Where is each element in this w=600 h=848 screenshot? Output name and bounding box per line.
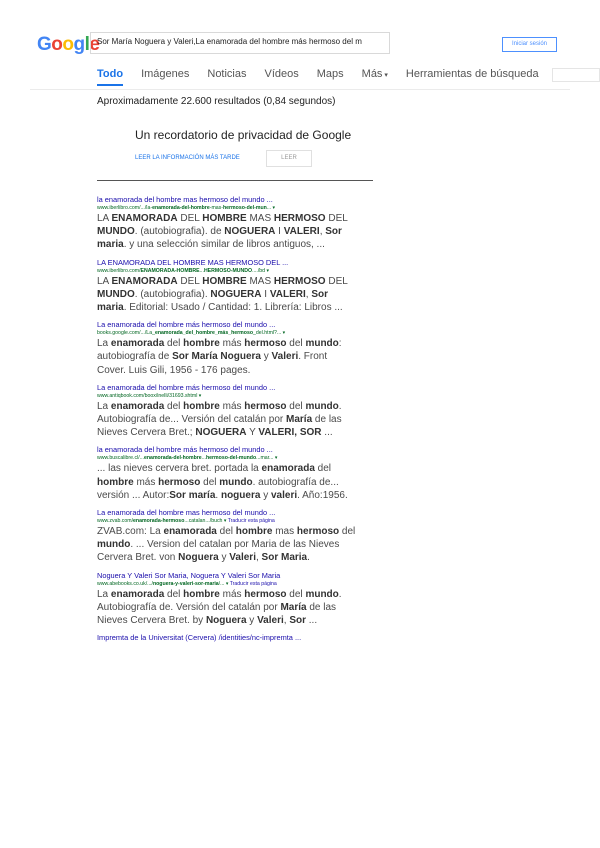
logo-letter: G [37,34,52,55]
result-title-link[interactable]: la enamorada del hombre más hermoso del mundo ... [97,445,273,455]
tab-label: Noticias [207,68,247,80]
search-result [97,445,357,502]
tab-label: Imágenes [141,68,190,80]
dropdown-arrow-icon[interactable]: ▾ [197,392,202,399]
logo-letter: l [84,34,90,55]
dropdown-arrow-icon[interactable]: ▾ [222,518,227,525]
search-result [97,195,357,252]
result-title-link[interactable]: Noguera Y Valeri Sor Maria, Noguera Y Valeri Sor Maria [97,570,281,580]
dropdown-arrow-icon[interactable]: ▾ [224,580,229,587]
result-snippet: La enamorada del hombre más hermoso del mundo. Autobiografía de... Versión del catalán por María de las Nieves Cervera Bret.; NOGUERA Y VALERI, SOR ... [97,400,342,439]
logo-letter: o [62,34,74,55]
results-list [97,195,357,648]
tab-imágenes[interactable] [141,68,189,88]
result-snippet: LA ENAMORADA DEL HOMBRE MAS HERMOSO DEL MUNDO. (autobiografia). de NOGUERA I VALERI, Sor maria. y una selección similar de libros antiguos, ... [97,213,348,251]
result-title-link[interactable]: La enamorada del hombre mas hermoso del mundo ... [97,508,276,518]
result-snippet: La enamorada del hombre más hermoso del mundo. Autobiografía de. Versión del catalán por María de las Nieves Cervera Bret. by Noguera y Valeri, Sor ... [97,588,342,627]
result-title-link[interactable]: La enamorada del hombre más hermoso del mundo ... [97,382,276,392]
tab-label: Maps [316,68,344,80]
privacy-title: Un recordatorio de privacidad de Google [135,128,352,142]
tab-label: Todo [97,68,124,80]
privacy-divider [97,180,373,181]
tab-más[interactable] [362,68,388,88]
settings-box[interactable] [552,68,600,82]
result-url: www.zvab.com/enamorada-hermoso...catalan.../buch ▾ Traducir esta página [97,518,275,525]
result-url: books.google.com/.../La_enamorada_del_hombre_más_hermoso_del.html?... ▾ [97,330,286,337]
chevron-down-icon: ▾ [382,72,388,79]
tab-herramientas-de-búsqueda[interactable] [406,68,539,88]
translate-link[interactable]: Traducir esta página [228,580,277,587]
result-url: www.abebooks.co.uk/.../noguera-y-valeri-sor-maria/... ▾ Traducir esta página [97,580,277,587]
result-title-link[interactable]: LA ENAMORADA DEL HOMBRE MAS HERMOSO DEL ... [97,257,289,267]
tab-vídeos[interactable] [265,68,299,88]
dropdown-arrow-icon[interactable]: ▾ [281,330,286,337]
tab-todo[interactable] [97,68,123,88]
logo-letter: o [51,34,63,55]
dropdown-arrow-icon[interactable]: ▾ [271,205,276,211]
privacy-reminder [97,118,373,182]
result-snippet: ZVAB.com: La enamorada del hombre mas hermoso del mundo. ... Version del catalan por Maria de las Nieves Cervera Bret. von Noguera y Valeri, Sor Maria. [97,526,356,564]
tab-noticias[interactable] [207,68,246,88]
read-later-link[interactable]: LEER LA INFORMACIÓN MÁS TARDE [135,155,240,161]
dropdown-arrow-icon[interactable]: ▾ [273,455,278,462]
dropdown-arrow-icon[interactable]: ▾ [265,267,269,274]
result-snippet: La enamorada del hombre más hermoso del mundo: autobiografía de Sor María Noguera y Valeri. Front Cover. Luis Gili, 1956 - 176 pages. [97,338,342,376]
result-url: www.iberlibro.com/ENAMORADA-HOMBRE...HERMOSO-MUNDO..../bd ▾ [97,267,269,274]
logo-letter: g [73,34,85,55]
nav-divider [30,89,570,90]
tab-label: Vídeos [264,68,299,80]
search-result [97,571,357,628]
tab-label: Herramientas de búsqueda [405,68,539,80]
logo-letter: e [89,34,100,55]
result-snippet: LA ENAMORADA DEL HOMBRE MAS HERMOSO DEL MUNDO. (autobiografia). NOGUERA I VALERI, Sor maria. Editorial: Usado / Cantidad: 1. Librería: Libros ... [97,275,348,314]
result-stats: Aproximadamente 22.600 resultados (0,84 segundos) [97,96,336,107]
search-result [97,383,357,440]
result-snippet: ... las nieves cervera bret. portada la enamorada del hombre más hermoso del mundo. autobiografía de... versión ... Autor:Sor maría. noguera y valeri. Año:1956. [97,463,348,501]
search-input[interactable]: Sor María Noguera y Valeri,La enamorada del hombre más hermoso del m [90,32,390,54]
search-result [97,258,357,315]
tab-label: Más [361,68,383,80]
result-url: www.buscalibre.cl/...enamorada-del-hombre...hermoso-del-mundo...mar... ▾ [97,455,278,462]
read-button[interactable]: LEER [266,150,312,167]
signin-button[interactable]: Iniciar sesión [502,37,557,52]
search-result [97,320,357,377]
search-result [97,633,357,642]
tab-maps[interactable] [317,68,344,88]
result-url: www.iberlibro.com/.../la-enamorada-del-hombre-mas-hermoso-del-mun... ▾ [97,205,276,211]
result-title-link[interactable]: la enamorada del hombre mas hermoso del mundo ... [97,195,273,204]
search-tabs [97,68,557,88]
result-title-link[interactable]: La enamorada del hombre más hermoso del mundo ... [97,320,276,330]
translate-link[interactable]: Traducir esta página [226,518,275,525]
result-url: www.antiqbook.com/boox/inelli/31693.shtml ▾ [97,392,202,399]
search-result [97,508,357,565]
result-title-link[interactable]: Impremta de la Universitat (Cervera) /identities/nc-impremta ... [97,633,302,643]
